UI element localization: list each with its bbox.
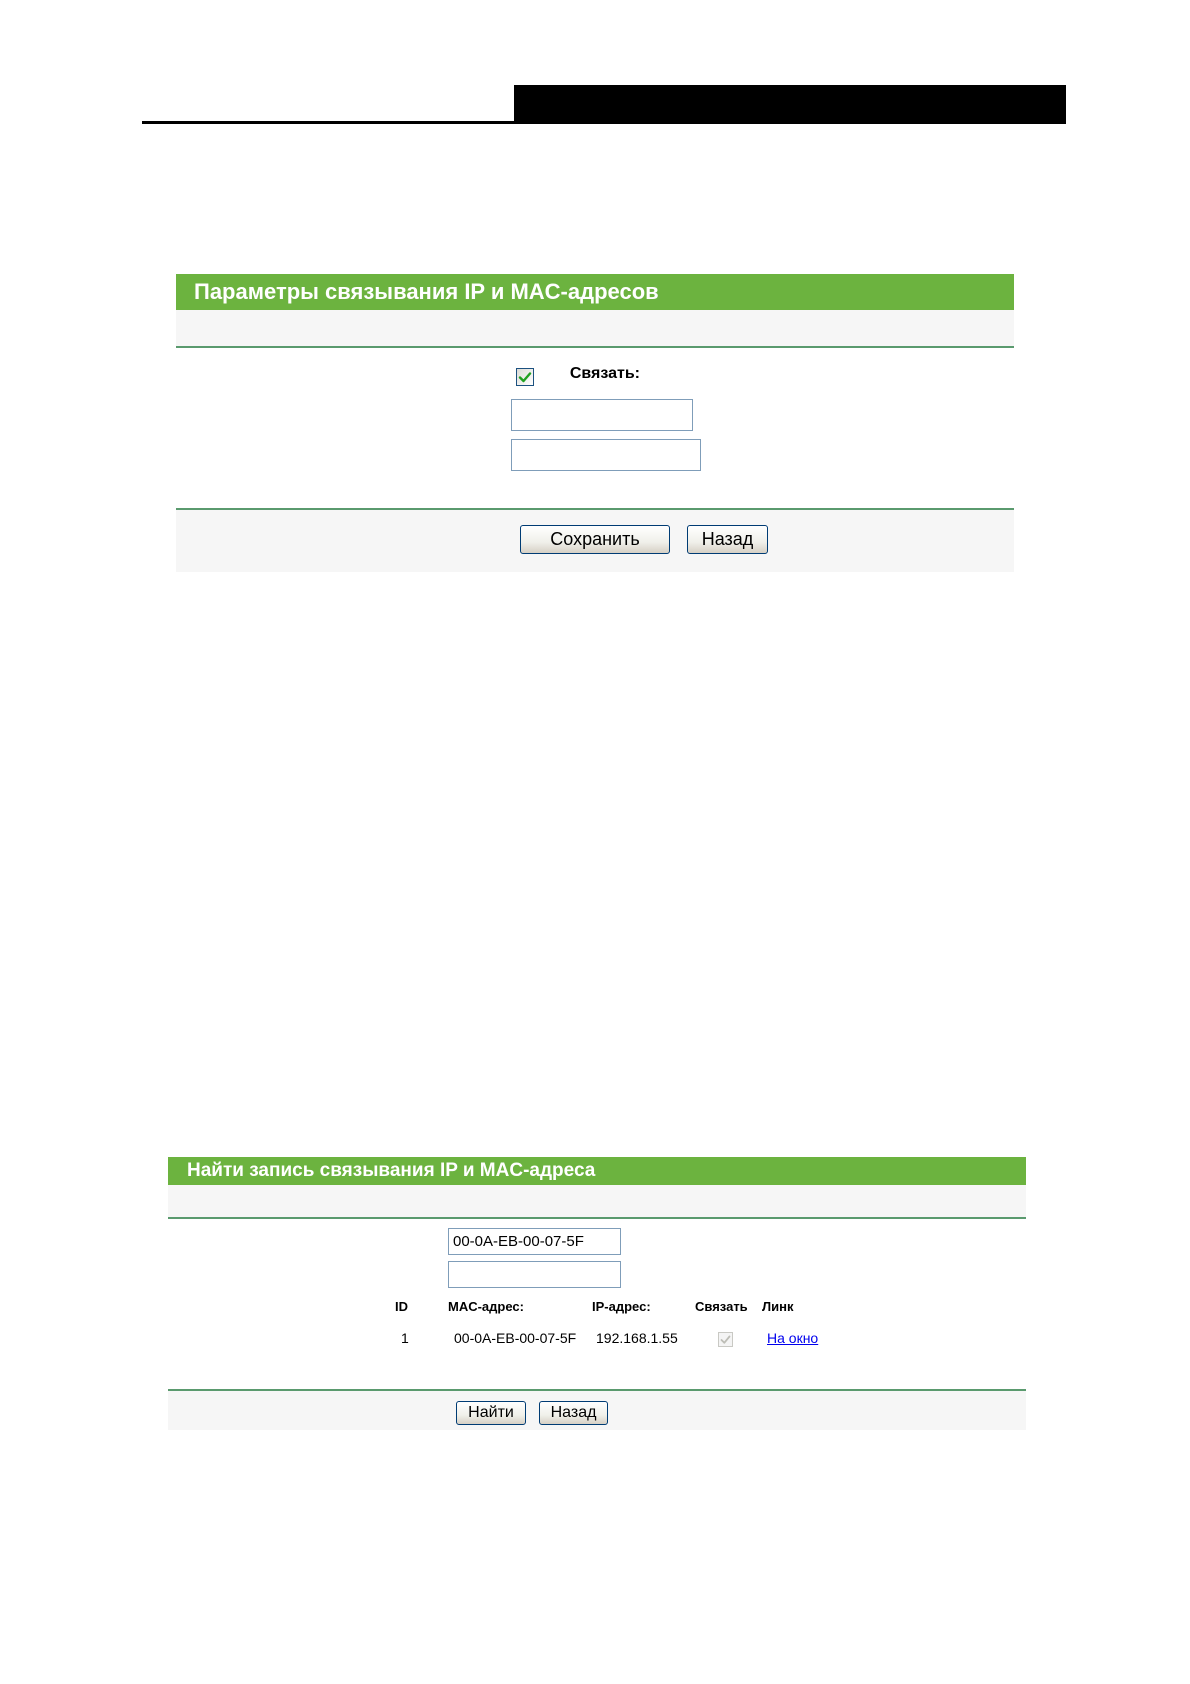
panel-title: Параметры связывания IP и MAC-адресов — [176, 274, 1014, 310]
row-mac: 00-0A-EB-00-07-5F — [454, 1330, 577, 1346]
row-bind-checkbox — [718, 1332, 733, 1347]
row-id: 1 — [401, 1330, 409, 1346]
checkmark-icon — [517, 369, 533, 385]
mac-address-input[interactable] — [511, 399, 693, 431]
checkmark-icon — [719, 1333, 732, 1346]
panel-header-band — [168, 1185, 1026, 1217]
panel-footer — [168, 1391, 1026, 1430]
row-link-open-window[interactable]: На окно — [767, 1330, 819, 1346]
panel-form-body — [176, 348, 1014, 508]
ip-mac-binding-settings-panel — [176, 274, 1014, 572]
panel-title: Найти запись связывания IP и MAC-адреса — [168, 1157, 1026, 1185]
find-ip-mac-binding-panel — [168, 1157, 1026, 1430]
ip-address-input[interactable] — [448, 1261, 621, 1288]
panel-footer — [176, 510, 1014, 572]
column-header-mac: MAC-адрес: — [448, 1299, 524, 1314]
page-header-bar — [514, 85, 1066, 124]
find-button[interactable]: Найти — [456, 1401, 526, 1425]
panel-header-band — [176, 310, 1014, 346]
back-button[interactable]: Назад — [539, 1401, 608, 1425]
column-header-ip: IP-адрес: — [592, 1299, 651, 1314]
column-header-bind: Связать — [695, 1299, 748, 1314]
save-button[interactable]: Сохранить — [520, 525, 670, 554]
row-ip: 192.168.1.55 — [596, 1330, 678, 1346]
bind-label: Связать: — [569, 365, 640, 382]
column-header-link: Линк — [762, 1299, 794, 1314]
column-header-id: ID — [395, 1299, 408, 1314]
mac-address-input[interactable] — [448, 1228, 621, 1255]
panel-form-body — [168, 1219, 1026, 1389]
page-header-rule — [142, 121, 1066, 124]
ip-address-input[interactable] — [511, 439, 701, 471]
bind-checkbox[interactable] — [516, 368, 534, 386]
back-button[interactable]: Назад — [687, 525, 768, 554]
